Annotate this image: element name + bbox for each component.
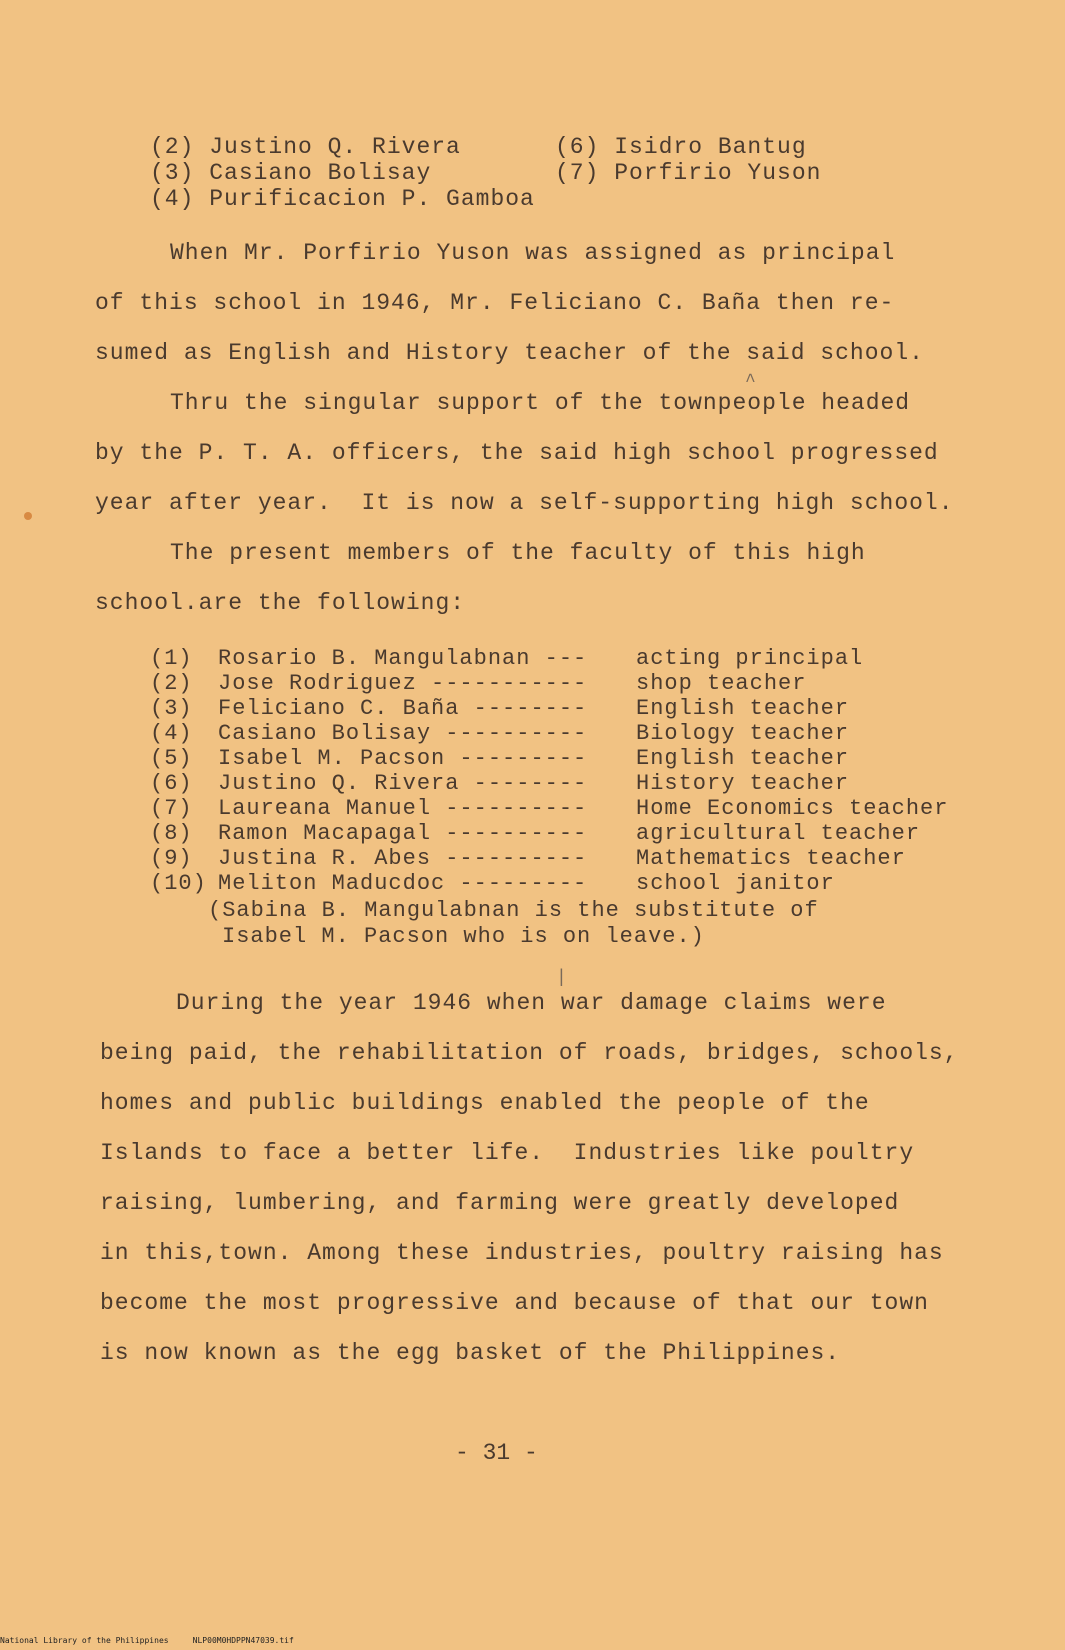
- paper-stain: [24, 512, 32, 520]
- faculty-number: (8): [150, 821, 193, 846]
- faculty-note: Isabel M. Pacson who is on leave.): [222, 924, 705, 949]
- faculty-name: Casiano Bolisay ----------: [218, 721, 588, 746]
- faculty-number: (6): [150, 771, 193, 796]
- faculty-name: Ramon Macapagal ----------: [218, 821, 588, 846]
- scan-footer: [0, 1636, 294, 1645]
- faculty-role: English teacher: [636, 746, 850, 771]
- paragraph-line: of this school in 1946, Mr. Feliciano C. Baña then re-: [95, 290, 895, 316]
- footer-library: National Library of the Philippines: [0, 1636, 169, 1645]
- former-teacher-line: (7) Porfirio Yuson: [555, 160, 822, 186]
- paragraph-line: being paid, the rehabilitation of roads, bridges, schools,: [100, 1040, 959, 1066]
- footer-filename: NLP00M0HDPPN47039.tif: [192, 1636, 294, 1645]
- faculty-role: History teacher: [636, 771, 850, 796]
- faculty-number: (1): [150, 646, 193, 671]
- paragraph-line: year after year. It is now a self-supporting high school.: [95, 490, 954, 516]
- paragraph-line: The present members of the faculty of this high: [170, 540, 866, 566]
- faculty-role: English teacher: [636, 696, 850, 721]
- faculty-name: Jose Rodriguez -----------: [218, 671, 588, 696]
- faculty-name: Justina R. Abes ----------: [218, 846, 588, 871]
- faculty-role: agricultural teacher: [636, 821, 921, 846]
- paragraph-line: become the most progressive and because of that our town: [100, 1290, 929, 1316]
- faculty-role: Home Economics teacher: [636, 796, 949, 821]
- paragraph-line: is now known as the egg basket of the Philippines.: [100, 1340, 841, 1366]
- former-teacher-line: (6) Isidro Bantug: [555, 134, 807, 160]
- faculty-name: Isabel M. Pacson ---------: [218, 746, 588, 771]
- former-teacher-line: (2) Justino Q. Rivera: [150, 134, 461, 160]
- faculty-name: Laureana Manuel ----------: [218, 796, 588, 821]
- former-teacher-line: (3) Casiano Bolisay: [150, 160, 432, 186]
- paragraph-line: by the P. T. A. officers, the said high school progressed: [95, 440, 939, 466]
- faculty-role: acting principal: [636, 646, 864, 671]
- faculty-name: Feliciano C. Baña --------: [218, 696, 588, 721]
- faculty-number: (9): [150, 846, 193, 871]
- former-teacher-line: (4) Purificacion P. Gamboa: [150, 186, 535, 212]
- faculty-name: Meliton Maducdoc ---------: [218, 871, 588, 896]
- handwritten-caret-mark: ^: [745, 372, 756, 392]
- paragraph-line: Islands to face a better life. Industries like poultry: [100, 1140, 915, 1166]
- paragraph-line: During the year 1946 when war damage claims were: [176, 990, 887, 1016]
- faculty-role: school janitor: [636, 871, 835, 896]
- faculty-number: (5): [150, 746, 193, 771]
- faculty-number: (10): [150, 871, 207, 896]
- faculty-role: Mathematics teacher: [636, 846, 906, 871]
- faculty-name: Rosario B. Mangulabnan ---: [218, 646, 588, 671]
- paragraph-line: sumed as English and History teacher of the said school.: [95, 340, 924, 366]
- paragraph-line: school.are the following:: [95, 590, 466, 616]
- handwritten-tick-mark: |: [556, 968, 567, 988]
- faculty-number: (7): [150, 796, 193, 821]
- faculty-name: Justino Q. Rivera --------: [218, 771, 588, 796]
- paragraph-line: raising, lumbering, and farming were greatly developed: [100, 1190, 900, 1216]
- faculty-note: (Sabina B. Mangulabnan is the substitute of: [208, 898, 819, 923]
- faculty-role: shop teacher: [636, 671, 807, 696]
- paragraph-line: in this,town. Among these industries, poultry raising has: [100, 1240, 944, 1266]
- page-number: - 31 -: [455, 1440, 538, 1466]
- faculty-role: Biology teacher: [636, 721, 850, 746]
- faculty-number: (2): [150, 671, 193, 696]
- paragraph-line: Thru the singular support of the townpeople headed: [170, 390, 911, 416]
- paragraph-line: When Mr. Porfirio Yuson was assigned as principal: [170, 240, 896, 266]
- paragraph-line: homes and public buildings enabled the people of the: [100, 1090, 870, 1116]
- faculty-number: (3): [150, 696, 193, 721]
- faculty-number: (4): [150, 721, 193, 746]
